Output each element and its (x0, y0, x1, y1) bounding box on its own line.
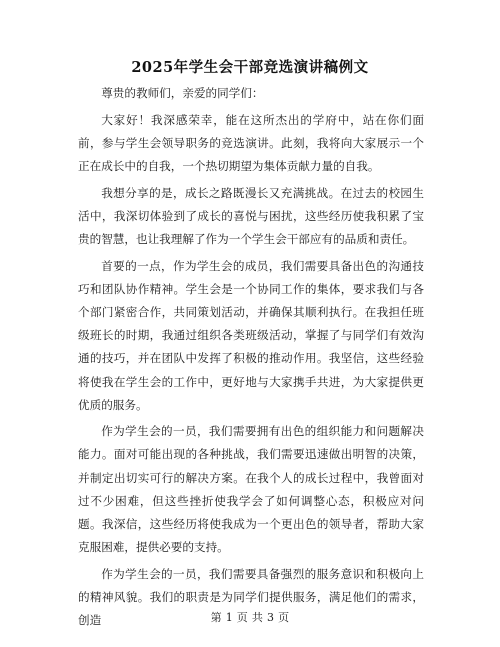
paragraph: 首要的一点，作为学生会的成员，我们需要具备出色的沟通技巧和团队协作精神。学生会是一个协同工作的集体，要求我们与各个部门紧密合作，共同策划活动，并确保其顺利执行。在我担任班级班长的时期，我通过组织各类班级活动，掌握了与同学们有效沟通的技巧，并在团队中发挥了积极的推动作用。我坚信，这些经验将使我在学生会的工作中，更好地与大家携手共进，为大家提供更优质的服务。 (78, 258, 424, 412)
page-number-footer: 第 1 页 共 3 页 (210, 611, 290, 624)
salutation: 尊贵的教师们，亲爱的同学们： (101, 86, 264, 100)
paragraph: 我想分享的是，成长之路既漫长又充满挑战。在过去的校园生活中，我深切体验到了成长的喜悦与困扰，这些经历使我积累了宝贵的智慧，也让我理解了作为一个学生会干部应有的品质和责任。 (78, 185, 424, 247)
document-body (78, 82, 424, 636)
document-title: 2025年学生会干部竞选演讲稿例文 (131, 59, 369, 76)
paragraph: 大家好！我深感荣幸，能在这所杰出的学府中，站在你们面前，参与学生会领导职务的竞选演讲。此刻，我将向大家展示一个正在成长中的自我，一个热切期望为集体贡献力量的自我。 (78, 112, 424, 174)
paragraph: 作为学生会的一员，我们需要拥有出色的组织能力和问题解决能力。面对可能出现的各种挑战，我们需要迅速做出明智的决策，并制定出切实可行的解决方案。在我个人的成长过程中，我曾面对过不少困难，但这些挫折使我学会了如何调整心态，积极应对问题。我深信，这些经历将使我成为一个更出色的领导者，帮助大家克服困难，提供必要的支持。 (78, 424, 424, 555)
paragraph: 作为学生会的一员，我们需要具备强烈的服务意识和积极向上的精神风貌。我们的职责是为同学们提供服务，满足他们的需求，创造 (78, 566, 424, 628)
